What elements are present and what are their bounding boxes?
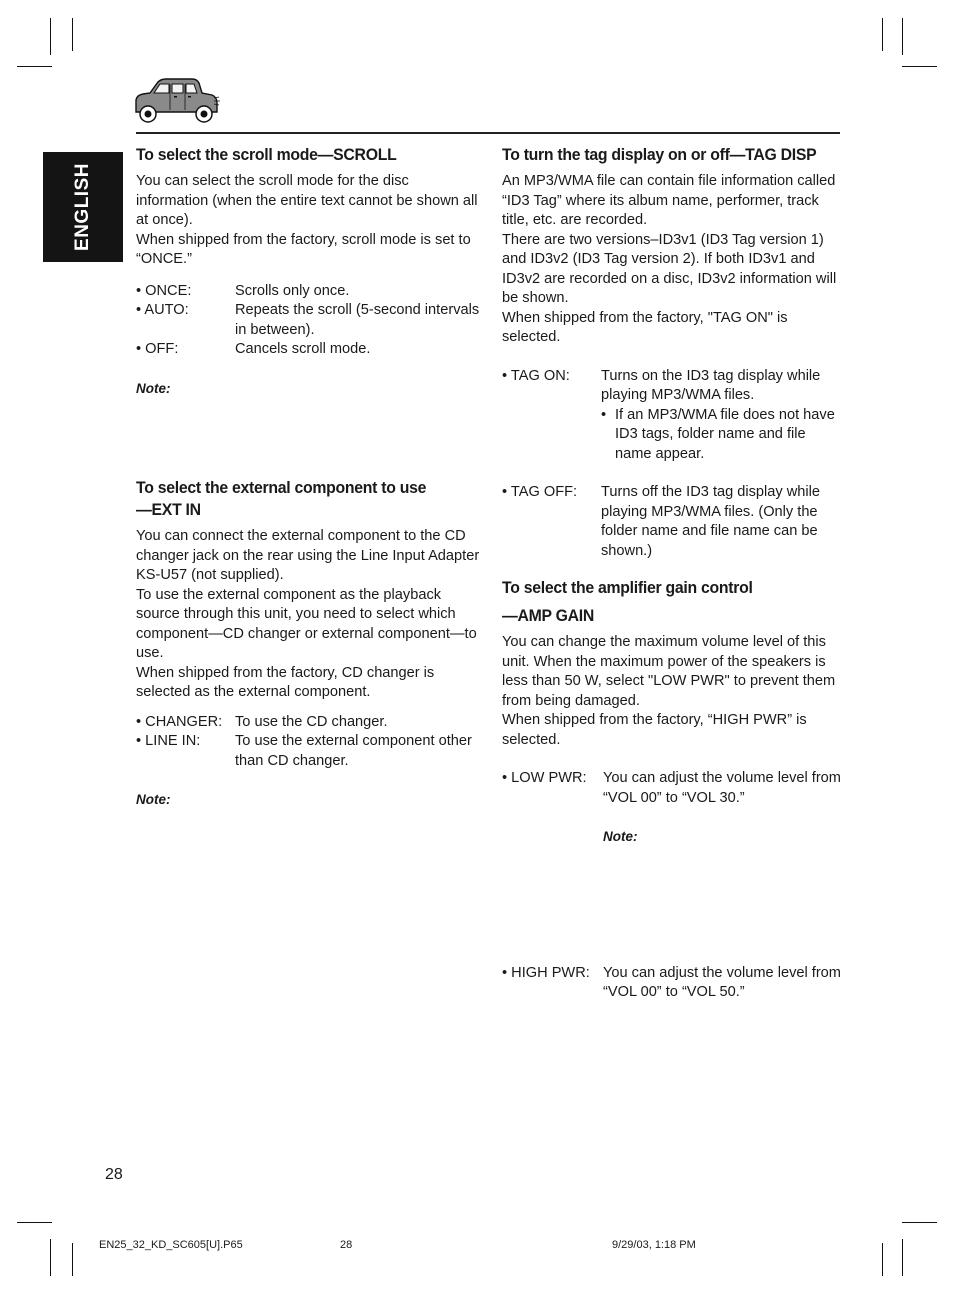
option-term: • OFF: — [136, 341, 179, 357]
ext-in-section — [136, 477, 481, 810]
tag-disp-para-1: An MP3/WMA file can contain file information called “ID3 Tag” where its album name, performer, track title, etc. are recorded. — [502, 173, 836, 228]
option-changer — [136, 713, 481, 733]
option-desc: To use the external component other than CD changer. — [235, 733, 472, 769]
page-number: 28 — [105, 1166, 123, 1183]
scroll-section — [136, 144, 481, 398]
amp-gain-para-1: You can change the maximum volume level of this unit. When the maximum power of the speakers is less than 50 W, select "LOW PWR" to prevent them from being damaged. — [502, 634, 836, 709]
amp-gain-para-2: When shipped from the factory, “HIGH PWR” is selected. — [502, 712, 807, 748]
amp-gain-note-label: Note: — [603, 829, 638, 844]
amp-gain-heading-line-2: —AMP GAIN — [502, 606, 595, 625]
ext-in-para-2: To use the external component as the playback source through this unit, you need to select which component—CD changer or external component—to use. — [136, 586, 477, 661]
option-auto — [136, 301, 481, 340]
ext-in-heading-line-2: —EXT IN — [136, 500, 201, 519]
option-desc: Turns on the ID3 tag display while playing MP3/WMA files. — [601, 367, 821, 403]
option-line-in — [136, 732, 481, 771]
footer-filename: EN25_32_KD_SC605[U].P65 — [99, 1239, 243, 1251]
right-column — [502, 144, 842, 1003]
scroll-options — [136, 282, 481, 360]
option-sub-note — [601, 406, 842, 465]
crop-mark — [72, 1243, 73, 1276]
scroll-note-label: Note: — [136, 380, 171, 396]
option-desc: Scrolls only once. — [235, 282, 350, 299]
crop-mark — [882, 18, 883, 51]
ext-in-note-label: Note: — [136, 792, 171, 807]
option-low-pwr — [502, 769, 842, 847]
option-term: • HIGH PWR: — [502, 964, 590, 981]
crop-mark — [50, 18, 51, 55]
crop-mark — [882, 1243, 883, 1276]
amp-gain-section — [502, 577, 842, 1003]
tag-disp-heading: To turn the tag display on or off—TAG DISP — [502, 145, 817, 164]
option-term: • TAG OFF: — [502, 484, 578, 500]
option-once — [136, 282, 481, 302]
sub-note-text: If an MP3/WMA file does not have ID3 tags, folder name and file name appear. — [615, 406, 835, 462]
option-term: • ONCE: — [136, 282, 192, 299]
crop-mark — [17, 66, 52, 67]
left-column — [136, 144, 481, 810]
car-icon — [130, 76, 222, 126]
tag-disp-para-2: There are two versions–ID3v1 (ID3 Tag version 1) and ID3v2 (ID3 Tag version 2). If both ID3v1 and ID3v2 are recorded on a disc, ID3v2 information will be shown. — [502, 231, 837, 306]
crop-mark — [902, 1239, 903, 1276]
option-desc: Cancels scroll mode. — [235, 341, 371, 357]
option-term: • LOW PWR: — [502, 770, 587, 786]
header-rule — [136, 132, 840, 134]
footer-page: 28 — [340, 1239, 353, 1251]
crop-mark — [902, 18, 903, 55]
ext-in-para-3: When shipped from the factory, CD changer is selected as the external component. — [136, 664, 435, 700]
sub-bullet: • — [601, 406, 607, 423]
ext-in-para-1: You can connect the external component to the CD changer jack on the rear using the Line Input Adapter KS-U57 (not supplied). — [136, 528, 480, 583]
language-tab — [43, 152, 123, 262]
scroll-heading: To select the scroll mode—SCROLL — [136, 145, 397, 164]
option-desc: Repeats the scroll (5-second intervals in between). — [235, 302, 480, 338]
option-off — [136, 340, 481, 360]
option-term: • LINE IN: — [136, 733, 201, 749]
option-high-pwr — [502, 964, 842, 1003]
option-desc: You can adjust the volume level from “VOL 00” to “VOL 50.” — [603, 964, 841, 1000]
option-term: • TAG ON: — [502, 367, 570, 384]
option-term: • CHANGER: — [136, 713, 223, 730]
language-tab-label: ENGLISH — [72, 163, 93, 251]
scroll-para-1: You can select the scroll mode for the disc information (when the entire text cannot be shown all at once). — [136, 173, 478, 228]
crop-mark — [17, 1222, 52, 1223]
tag-disp-section — [502, 144, 842, 561]
option-tag-off — [502, 483, 842, 561]
amp-gain-heading-line-1: To select the amplifier gain control — [502, 578, 753, 597]
option-desc: To use the CD changer. — [235, 713, 388, 730]
tag-disp-para-3: When shipped from the factory, "TAG ON" is selected. — [502, 309, 788, 345]
option-term: • AUTO: — [136, 302, 189, 318]
footer-date: 9/29/03, 1:18 PM — [612, 1239, 696, 1251]
crop-mark — [50, 1239, 51, 1276]
ext-in-heading-line-1: To select the external component to use — [136, 478, 427, 497]
crop-mark — [902, 1222, 937, 1223]
option-desc: You can adjust the volume level from “VOL 00” to “VOL 30.” — [603, 770, 841, 806]
option-desc: Turns off the ID3 tag display while playing MP3/WMA files. (Only the folder name and file name can be shown.) — [601, 484, 821, 559]
crop-mark — [902, 66, 937, 67]
crop-mark — [72, 18, 73, 51]
ext-in-options — [136, 713, 481, 772]
scroll-para-2: When shipped from the factory, scroll mode is set to “ONCE.” — [136, 231, 471, 267]
option-tag-on — [502, 367, 842, 465]
